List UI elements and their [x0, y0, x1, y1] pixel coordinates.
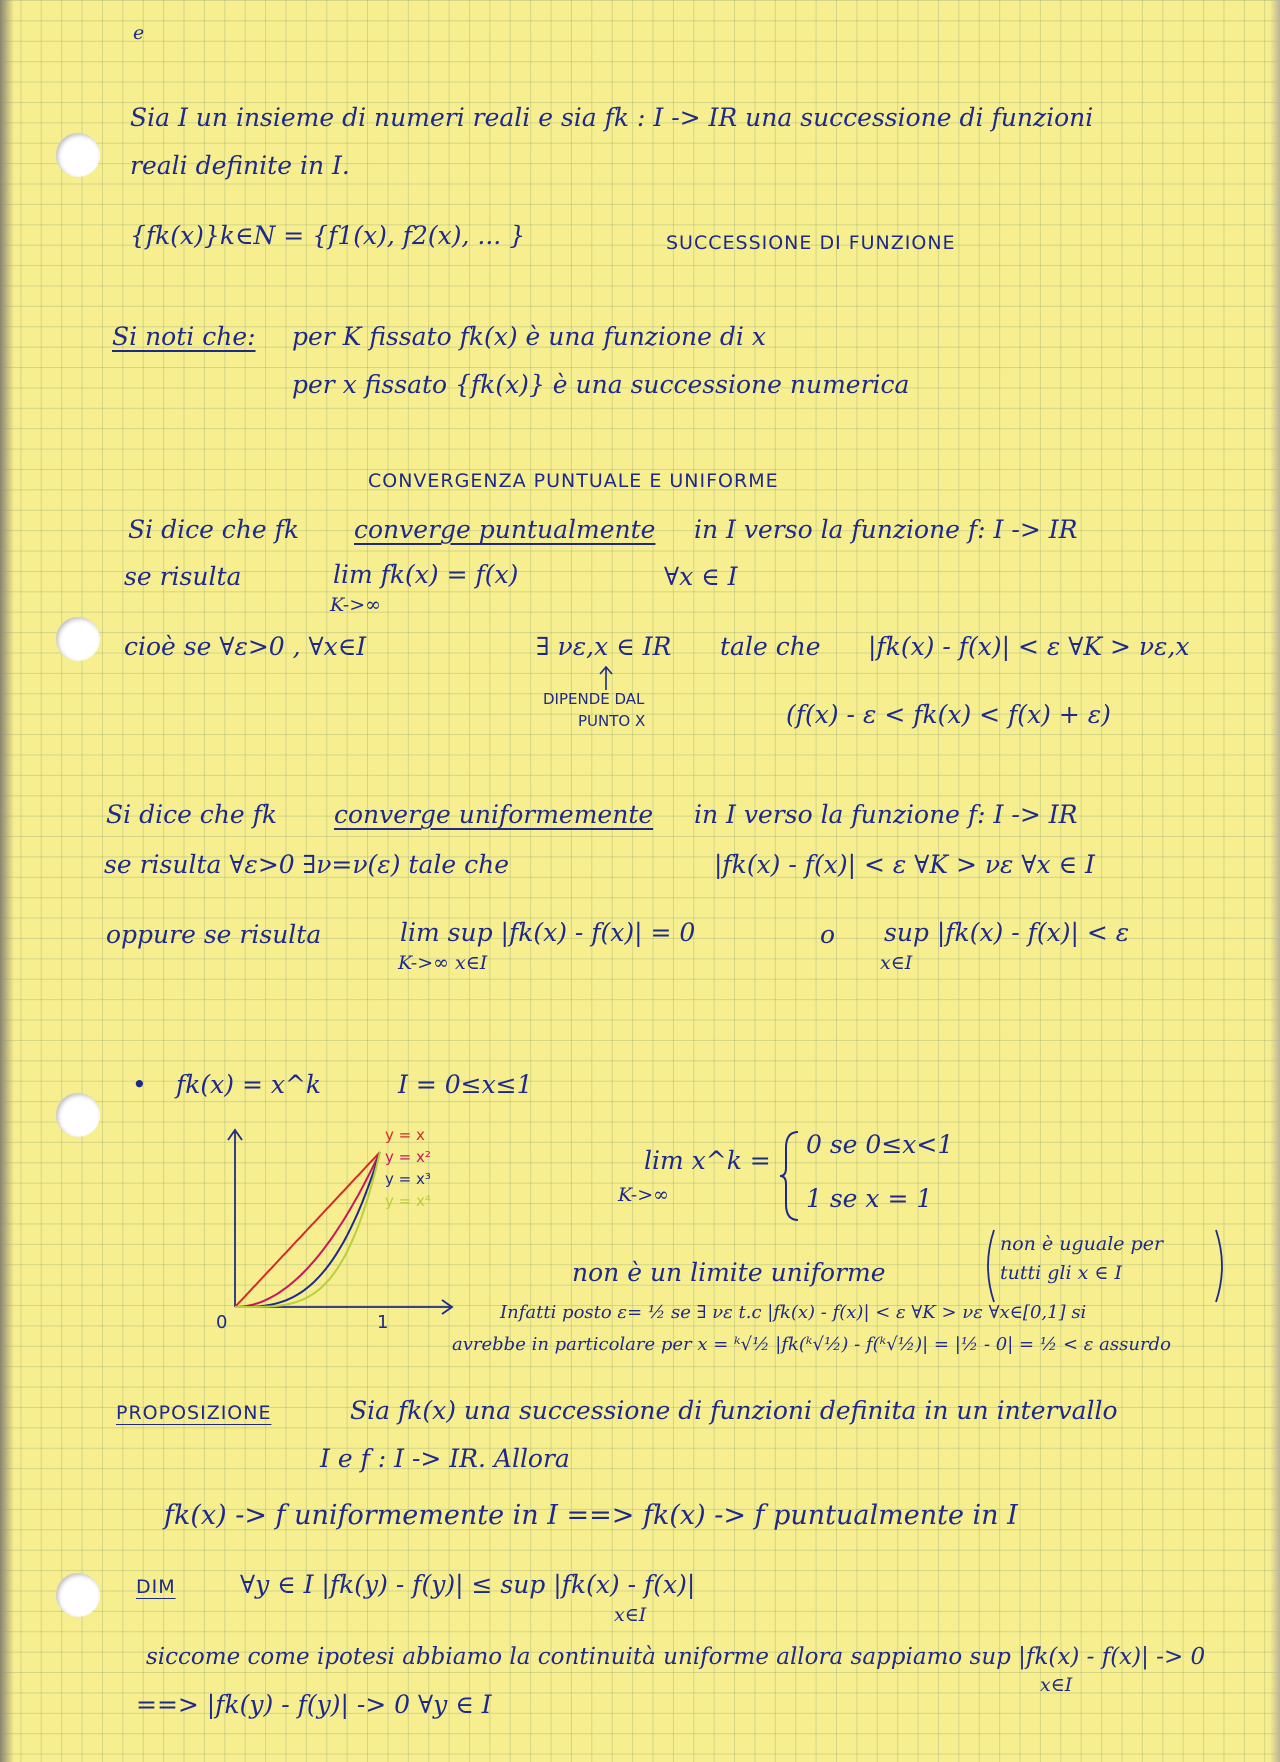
pointwise-line-2-pre: se risulta	[124, 562, 242, 591]
pointwise-line-1-post: in I verso la funzione f: I -> IR	[694, 515, 1078, 544]
graph-x-tick-label: 1	[377, 1312, 389, 1332]
pointwise-note-line-2: PUNTO X	[578, 712, 646, 730]
pointwise-limit-sub: K->∞	[330, 594, 381, 616]
pointwise-equivalent-form: (f(x) - ε < fk(x) < f(x) + ε)	[786, 700, 1111, 729]
proposition-statement: fk(x) -> f uniformemente in I ==> fk(x) -> f puntualmente in I	[164, 1500, 1018, 1531]
proof-line-2: siccome come ipotesi abbiamo la continuità uniforme allora sappiamo sup |fk(x) - f(x)| -> 0	[146, 1644, 1206, 1670]
note-line-2: per x fissato {fk(x)} è una successione numerica	[292, 370, 910, 399]
intro-line-1: Sia I un insieme di numeri reali e sia fk : I -> IR una successione di funzioni	[130, 103, 1094, 132]
pointwise-forall: ∀x ∈ I	[664, 562, 738, 591]
binder-hole	[56, 133, 100, 177]
uniform-or: o	[820, 920, 836, 949]
cases-brace	[778, 1128, 802, 1224]
proposition-line-2: I e f : I -> IR. Allora	[320, 1444, 570, 1473]
binder-hole	[56, 1573, 100, 1617]
uniform-line-3-pre: oppure se risulta	[106, 920, 322, 949]
pointwise-such-that: tale che	[720, 632, 821, 661]
uniform-inequality: |fk(x) - f(x)| < ε ∀K > νε ∀x ∈ I	[714, 850, 1095, 879]
pointwise-term: converge puntualmente	[354, 515, 656, 544]
sequence-definition: {fk(x)}k∈N = {f1(x), f2(x), ... }	[130, 221, 526, 250]
pointwise-line-1-pre: Si dice che fk	[128, 515, 300, 544]
intro-line-2: reali definite in I.	[130, 151, 350, 180]
example-proof-line-2: avrebbe in particolare per x = ᵏ√½ |fk(ᵏ√½) - f(ᵏ√½)| = |½ - 0| = ½ < ε assurdo	[452, 1334, 1171, 1355]
note-label: Si noti che:	[112, 322, 256, 351]
paper-left-edge	[0, 0, 14, 1762]
example-interval: I = 0≤x≤1	[398, 1070, 533, 1099]
uniform-sup-expression: sup |fk(x) - f(x)| < ε	[884, 918, 1130, 947]
curve-x-pow-1	[235, 1152, 380, 1307]
curve-label-4: y = x⁴	[385, 1192, 431, 1210]
pointwise-note-arrow	[596, 664, 616, 692]
paper-right-edge	[1270, 0, 1280, 1762]
pointwise-note-line-1: DIPENDE DAL	[543, 690, 645, 708]
pointwise-inequality: |fk(x) - f(x)| < ε ∀K > νε,x	[868, 632, 1190, 661]
section-title: CONVERGENZA PUNTUALE E UNIFORME	[368, 470, 779, 492]
uniform-line-2: se risulta ∀ε>0 ∃ν=ν(ε) tale che	[104, 850, 510, 879]
proof-line-1: ∀y ∈ I |fk(y) - f(y)| ≤ sup |fk(x) - f(x)|	[240, 1570, 696, 1599]
note-line-1: per K fissato fk(x) è una funzione di x	[292, 322, 766, 351]
curve-label-1: y = x	[385, 1126, 425, 1144]
uniform-sup-sub: x∈I	[880, 952, 913, 974]
example-case-1: 0 se 0≤x<1	[806, 1130, 954, 1159]
proposition-line-1: Sia fk(x) una successione di funzioni definita in un intervallo	[350, 1396, 1118, 1425]
pointwise-limit: lim fk(x) = f(x)	[333, 560, 519, 589]
pointwise-exists: ∃ νε,x ∈ IR	[536, 632, 672, 661]
uniform-lim-sub: K->∞ x∈I	[398, 952, 488, 974]
curve-label-3: y = x³	[385, 1170, 431, 1188]
example-limit-sub: K->∞	[618, 1184, 669, 1206]
example-proof-line-1: Infatti posto ε= ½ se ∃ νε t.c |fk(x) - f(x)| < ε ∀K > νε ∀x∈[0,1] si	[500, 1302, 1087, 1323]
sequence-label: SUCCESSIONE DI FUNZIONE	[666, 232, 956, 254]
example-case-2: 1 se x = 1	[806, 1184, 933, 1213]
example-aside-line-1: non è uguale per	[1000, 1233, 1164, 1255]
example-aside-line-2: tutti gli x ∈ I	[1000, 1262, 1122, 1284]
example-bullet: •	[132, 1070, 147, 1099]
example-function: fk(x) = x^k	[176, 1070, 322, 1099]
uniform-term: converge uniformemente	[334, 800, 654, 829]
proof-line-1-sub: x∈I	[614, 1604, 647, 1626]
graph-origin-label: 0	[216, 1312, 228, 1332]
proof-label: DIM	[136, 1576, 176, 1598]
page-mark: e	[133, 22, 145, 44]
uniform-lim-expression: lim sup |fk(x) - f(x)| = 0	[400, 918, 696, 947]
curve-label-2: y = x²	[385, 1148, 431, 1166]
pointwise-line-3: cioè se ∀ε>0 , ∀x∈I	[124, 632, 367, 661]
proof-line-2-sub: x∈I	[1040, 1674, 1073, 1696]
example-not-uniform: non è un limite uniforme	[572, 1258, 886, 1287]
example-limit: lim x^k =	[644, 1146, 771, 1175]
proposition-label: PROPOSIZIONE	[116, 1402, 272, 1424]
proof-line-3: ==> |fk(y) - f(y)| -> 0 ∀y ∈ I	[136, 1690, 492, 1719]
uniform-line-1-post: in I verso la funzione f: I -> IR	[694, 800, 1078, 829]
binder-hole	[56, 1093, 100, 1137]
uniform-line-1-pre: Si dice che fk	[106, 800, 278, 829]
binder-hole	[56, 617, 100, 661]
example-graph	[180, 1122, 480, 1332]
